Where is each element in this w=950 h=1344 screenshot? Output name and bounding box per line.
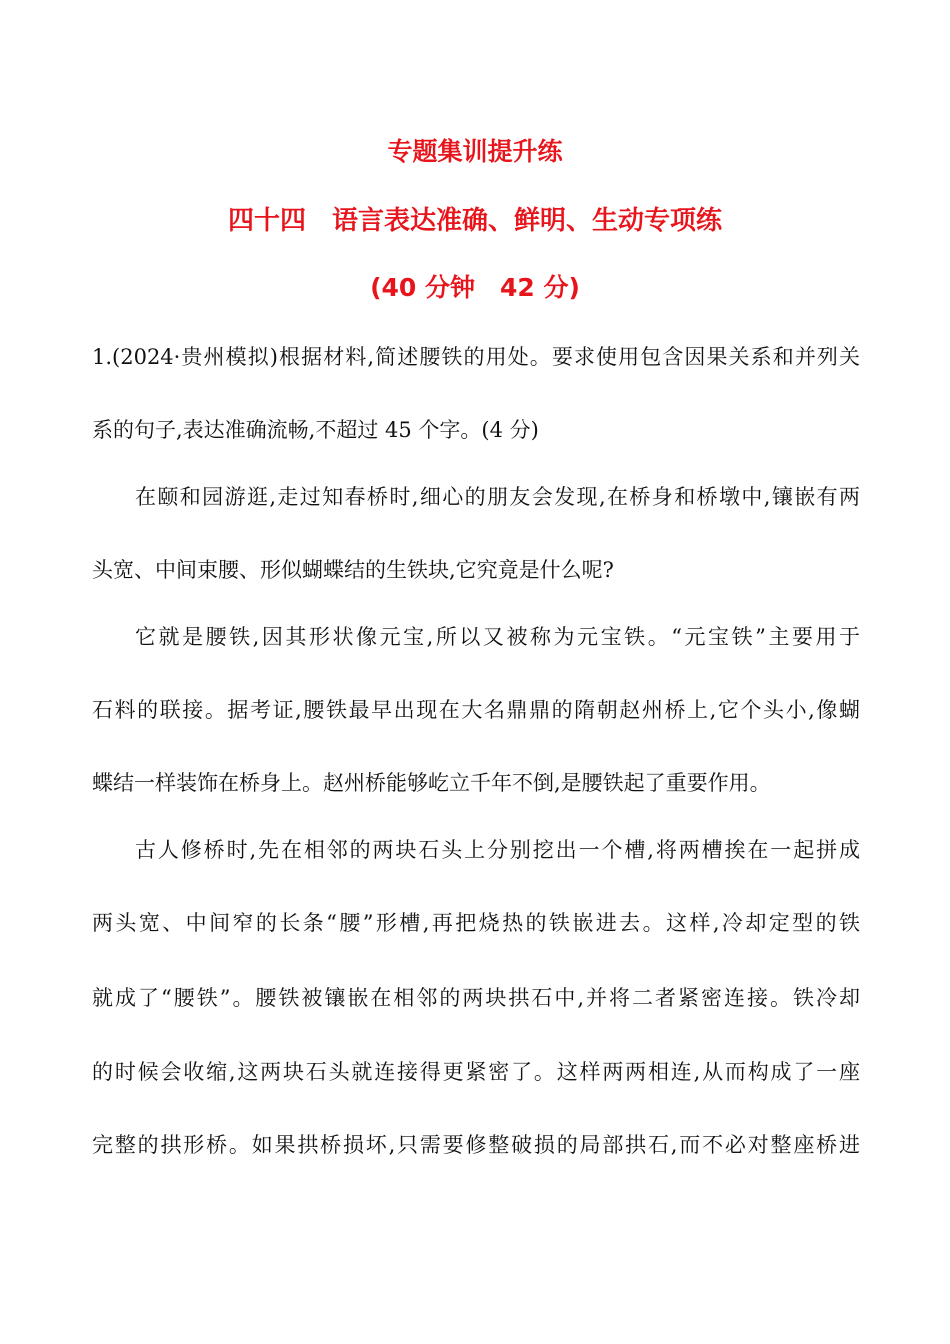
- material-text-line: 完整的拱形桥。如果拱桥损坏,只需要修整破损的局部拱石,而不必对整座桥进: [92, 1133, 860, 1157]
- material-text-line: 就成了“腰铁”。腰铁被镶嵌在相邻的两块拱石中,并将二者紧密连接。铁冷却: [92, 986, 860, 1010]
- material-text-line: 古人修桥时,先在相邻的两块石头上分别挖出一个槽,将两槽挨在一起拼成: [135, 838, 860, 862]
- material-text-line: 石料的联接。据考证,腰铁最早出现在大名鼎鼎的隋朝赵州桥上,它个头小,像蝴: [92, 698, 860, 722]
- material-text-line: 的时候会收缩,这两块石头就连接得更紧密了。这样两两相连,从而构成了一座: [92, 1060, 860, 1084]
- section-title: 专题集训提升练: [387, 137, 563, 166]
- time-score-note: (40 分钟 42 分): [370, 273, 580, 302]
- question-prompt-line: 1.(2024·贵州模拟)根据材料,简述腰铁的用处。要求使用包含因果关系和并列关: [92, 345, 860, 369]
- material-text-line: 蝶结一样装饰在桥身上。赵州桥能够屹立千年不倒,是腰铁起了重要作用。: [92, 771, 771, 795]
- question-prompt-line: 系的句子,表达准确流畅,不超过 45 个字。(4 分): [92, 418, 539, 442]
- material-text-line: 它就是腰铁,因其形状像元宝,所以又被称为元宝铁。“元宝铁”主要用于: [135, 625, 860, 649]
- material-text-line: 在颐和园游逛,走过知春桥时,细心的朋友会发现,在桥身和桥墩中,镶嵌有两: [135, 485, 860, 509]
- exercise-title: 四十四 语言表达准确、鲜明、生动专项练: [227, 206, 722, 236]
- material-text-line: 两头宽、中间窄的长条“腰”形槽,再把烧热的铁嵌进去。这样,冷却定型的铁: [92, 911, 860, 935]
- material-text-line: 头宽、中间束腰、形似蝴蝶结的生铁块,它究竟是什么呢?: [92, 558, 614, 582]
